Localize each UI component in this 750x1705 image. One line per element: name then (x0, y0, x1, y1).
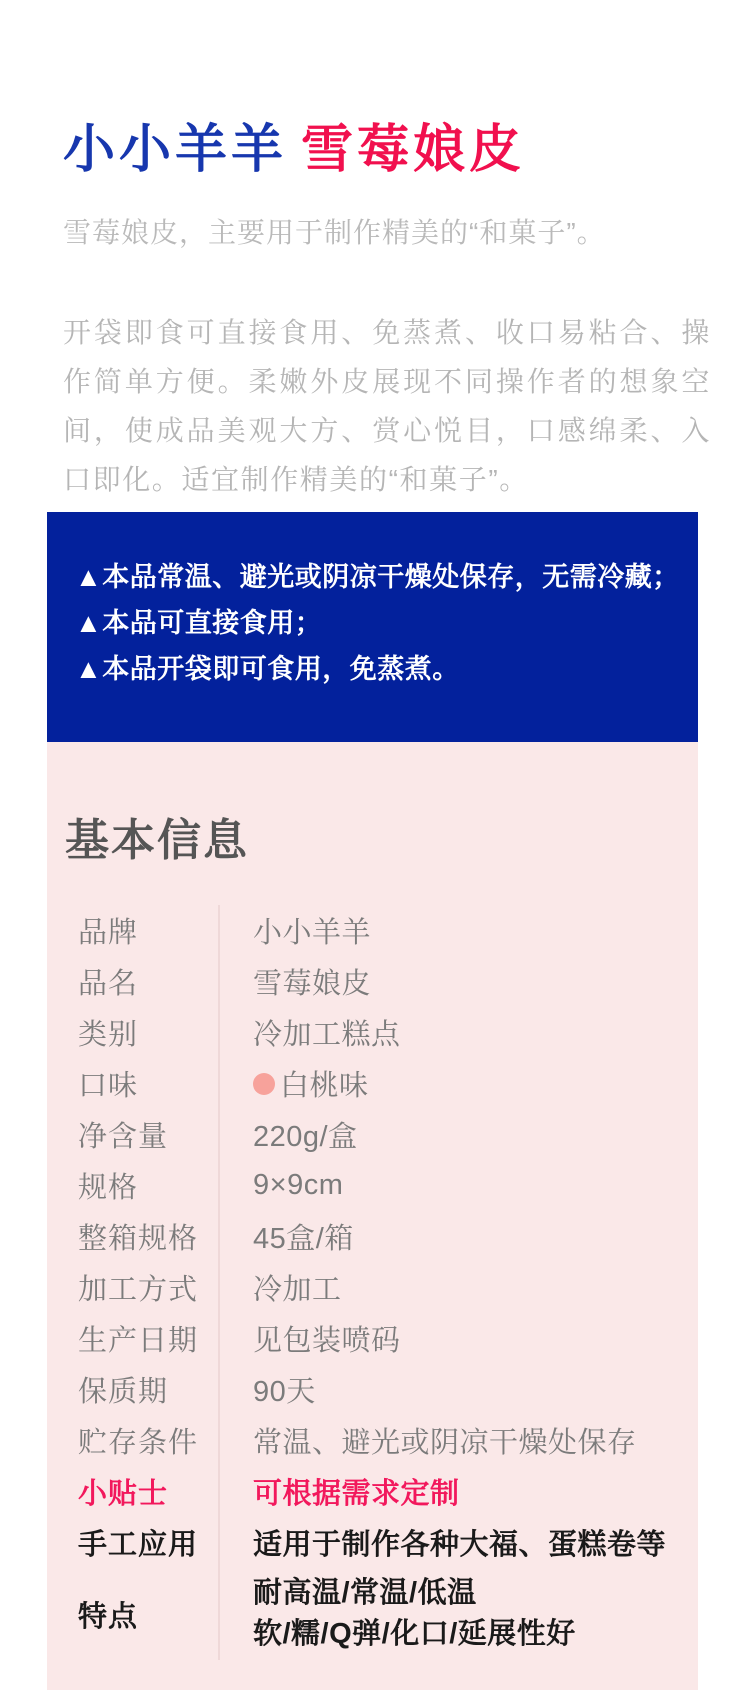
row-value: 适用于制作各种大福、蛋糕卷等 (218, 1517, 698, 1568)
row-value: 可根据需求定制 (218, 1466, 698, 1517)
row-value: 小小羊羊 (218, 905, 698, 956)
section-heading: 基本信息 (65, 816, 249, 865)
table-row-shelf-life (47, 1364, 698, 1415)
table-row-net-weight (47, 1109, 698, 1160)
row-label: 净含量 (78, 1121, 169, 1153)
row-label: 品牌 (78, 917, 139, 949)
row-label: 生产日期 (78, 1325, 199, 1357)
row-label: 贮存条件 (78, 1427, 199, 1459)
notice-item: ▲本品常温、避光或阴凉干燥处保存，无需冷藏； (75, 562, 680, 592)
info-table (47, 905, 698, 1660)
row-value: 见包装喷码 (218, 1313, 698, 1364)
row-value (218, 1568, 698, 1660)
table-row-category (47, 1007, 698, 1058)
row-label: 规格 (78, 1172, 139, 1204)
table-row-size (47, 1160, 698, 1211)
table-row-brand (47, 905, 698, 956)
notice-item: ▲本品可直接食用； (75, 608, 323, 638)
row-value: 常温、避光或阴凉干燥处保存 (218, 1415, 698, 1466)
row-value: 雪莓娘皮 (218, 956, 698, 1007)
row-label: 整箱规格 (78, 1223, 199, 1255)
product-name: 雪莓娘皮 (301, 120, 526, 179)
table-row-carton-spec (47, 1211, 698, 1262)
row-value: 9×9cm (218, 1160, 698, 1211)
row-value: 冷加工 (218, 1262, 698, 1313)
page-title (63, 119, 525, 181)
table-row-processing (47, 1262, 698, 1313)
row-label: 口味 (78, 1070, 139, 1102)
feature-line-2: 软/糯/Q弹/化口/延展性好 (253, 1618, 576, 1650)
notice-item: ▲本品开袋即可食用，免蒸煮。 (75, 654, 460, 684)
notice-box (47, 512, 698, 742)
row-value: 220g/盒 (218, 1109, 698, 1160)
basic-info-section (47, 742, 698, 1690)
table-row-product-name (47, 956, 698, 1007)
flavor-dot-icon (253, 1073, 275, 1095)
row-label: 加工方式 (78, 1274, 199, 1306)
feature-line-1: 耐高温/常温/低温 (253, 1577, 477, 1609)
table-row-flavor (47, 1058, 698, 1109)
row-label: 特点 (78, 1600, 139, 1633)
row-value: 90天 (218, 1364, 698, 1415)
row-label: 类别 (78, 1019, 139, 1051)
table-row-handmade-use (47, 1517, 698, 1568)
table-row-tips (47, 1466, 698, 1517)
row-label: 保质期 (78, 1376, 169, 1408)
flavor-text: 白桃味 (280, 1070, 369, 1102)
table-row-features (47, 1568, 698, 1660)
row-value (218, 1058, 698, 1109)
product-description: 开袋即食可直接食用、免蒸煮、收口易粘合、操作简单方便。柔嫩外皮展现不同操作者的想象空间，使成品美观大方、赏心悦目，口感绵柔、入口即化。适宜制作精美的“和菓子”。 (63, 317, 711, 495)
brand-name: 小小羊羊 (63, 120, 288, 179)
table-row-storage (47, 1415, 698, 1466)
row-label: 品名 (78, 968, 139, 1000)
row-label: 小贴士 (78, 1478, 169, 1510)
row-value: 冷加工糕点 (218, 1007, 698, 1058)
product-subtitle: 雪莓娘皮，主要用于制作精美的“和菓子”。 (63, 217, 606, 248)
row-value: 45盒/箱 (218, 1211, 698, 1262)
row-label: 手工应用 (78, 1529, 199, 1561)
table-row-production-date (47, 1313, 698, 1364)
